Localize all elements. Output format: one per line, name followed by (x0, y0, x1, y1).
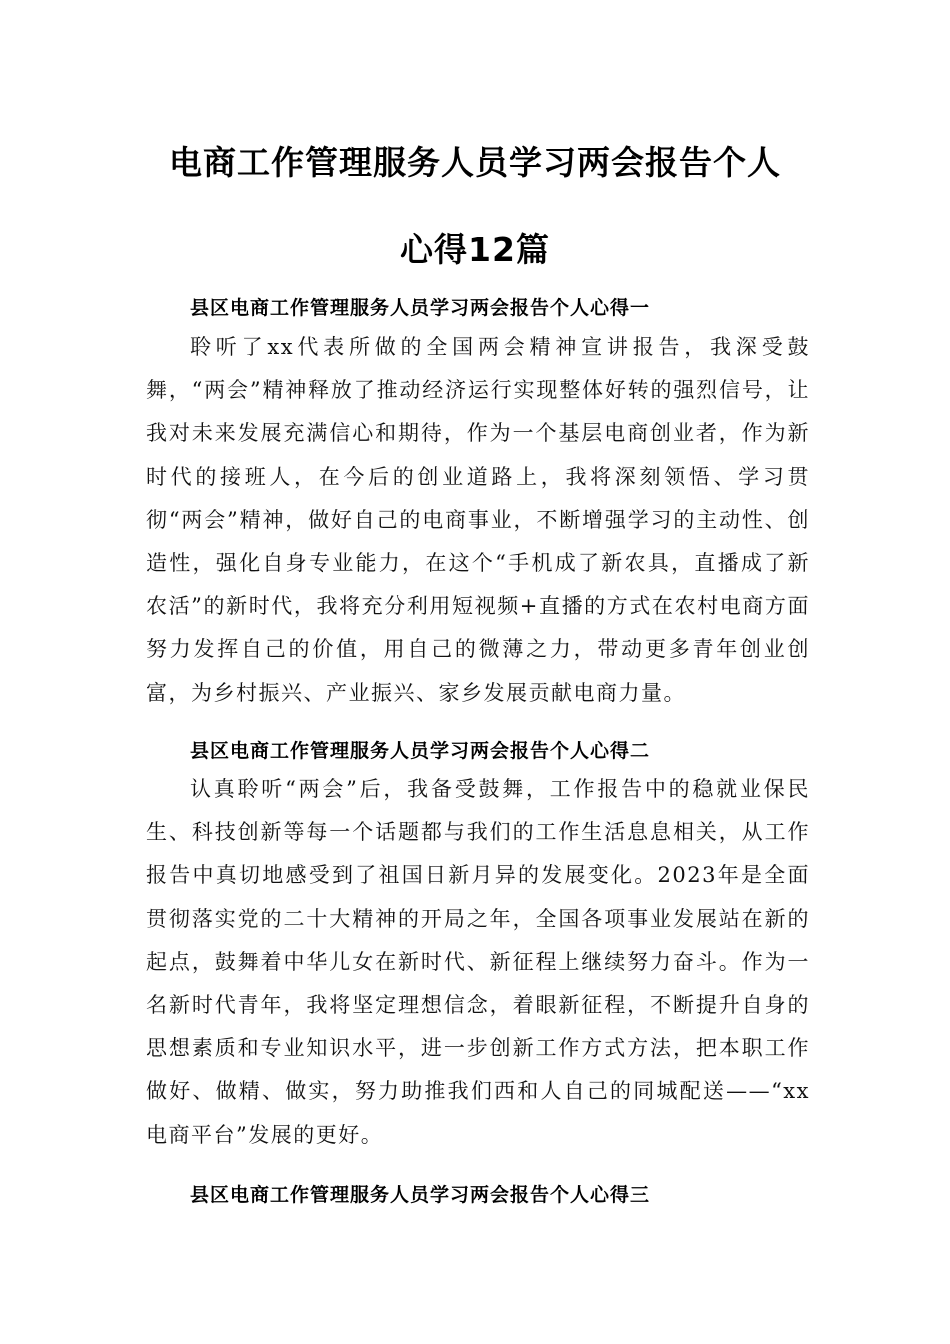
section-paragraph-1: 聆听了xx代表所做的全国两会精神宣讲报告，我深受鼓舞，“两会”精神释放了推动经济运行实现整体好转的强烈信号，让我对未来发展充满信心和期待，作为一个基层电商创业者，作为新时代的接班人，在今后的创业道路上，我将深刻领悟、学习贯彻“两会”精神，做好自己的电商事业，不断增强学习的主动性、创造性，强化自身专业能力，在这个“手机成了新农具，直播成了新农活”的新时代，我将充分利用短视频+直播的方式在农村电商方面努力发挥自己的价值，用自己的微薄之力，带动更多青年创业创富，为乡村振兴、产业振兴、家乡发展贡献电商力量。 (146, 335, 810, 705)
document-title-line-1: 电商工作管理服务人员学习两会报告个人 (169, 143, 781, 182)
section-paragraph-2: 认真聆听“两会”后，我备受鼓舞，工作报告中的稳就业保民生、科技创新等每一个话题都与我们的工作生活息息相关，从工作报告中真切地感受到了祖国日新月异的发展变化。2023年是全面贯彻落实党的二十大精神的开局之年，全国各项事业发展站在新的起点，鼓舞着中华儿女在新时代、新征程上继续努力奋斗。作为一名新时代青年，我将坚定理想信念，着眼新征程，不断提升自身的思想素质和专业知识水平，进一步创新工作方式方法，把本职工作做好、做精、做实，努力助推我们西和人自己的同城配送——“xx电商平台”发展的更好。 (146, 777, 810, 1147)
document-title-line-2: 心得12篇 (400, 230, 550, 269)
section-heading-1: 县区电商工作管理服务人员学习两会报告个人心得一 (190, 297, 651, 319)
section-heading-3: 县区电商工作管理服务人员学习两会报告个人心得三 (190, 1184, 651, 1206)
section-heading-2: 县区电商工作管理服务人员学习两会报告个人心得二 (190, 740, 651, 762)
